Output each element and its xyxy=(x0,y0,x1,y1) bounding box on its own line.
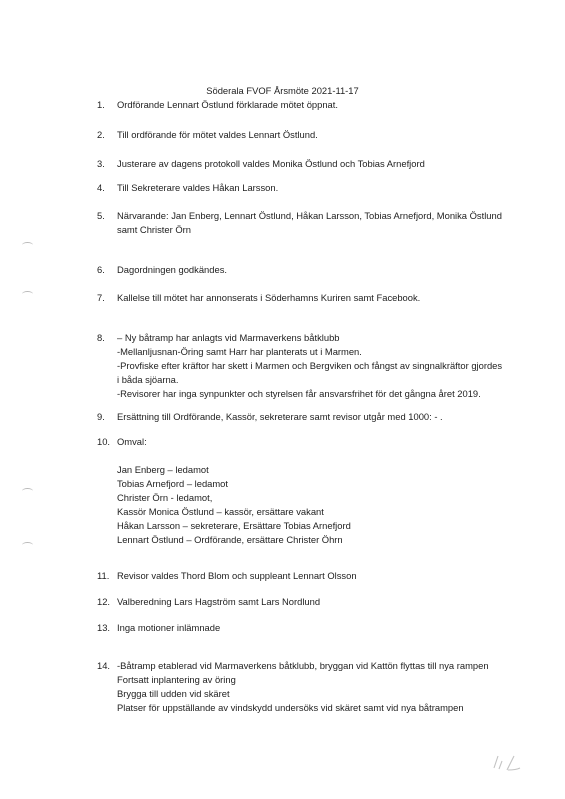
item-text: Ersättning till Ordförande, Kassör, sekreterare samt revisor utgår med 1000: - . xyxy=(117,411,443,422)
item-text: Kallelse till mötet har annonserats i Söderhamns Kuriren samt Facebook. xyxy=(117,292,421,303)
item-text: -Provfiske efter kräftor har skett i Marmen och Bergviken och fångst av singnalkräftor gjordes xyxy=(117,360,503,371)
item-number: 6. xyxy=(97,264,105,275)
item-text: -Mellanljusnan-Öring samt Harr har planterats ut i Marmen. xyxy=(117,346,362,357)
item-text: Dagordningen godkändes. xyxy=(117,264,227,275)
item-text: -Båtramp etablerad vid Marmaverkens båtklubb, bryggan vid Kattön flyttas till nya rampen xyxy=(117,660,489,671)
item-text: Till ordförande för mötet valdes Lennart Östlund. xyxy=(117,129,318,140)
item-number: 12. xyxy=(97,596,111,607)
item-number: 2. xyxy=(97,129,105,140)
item-text: Inga motioner inlämnade xyxy=(117,622,221,633)
punch-hole-mark xyxy=(22,488,33,494)
punch-hole-mark xyxy=(22,242,33,248)
item-text: Christer Örn - ledamot, xyxy=(117,492,213,503)
item-text: Jan Enberg – ledamot xyxy=(117,464,209,475)
item-text: Fortsatt inplantering av öring xyxy=(117,674,236,685)
item-number: 4. xyxy=(97,182,105,193)
item-text: Platser för uppställande av vindskydd undersöks vid skäret samt vid nya båtrampen xyxy=(117,702,464,713)
initials-signature xyxy=(490,752,524,774)
item-number: 10. xyxy=(97,436,111,447)
punch-hole-mark xyxy=(22,291,33,297)
item-text: – Ny båtramp har anlagts vid Marmaverkens båtklubb xyxy=(117,332,340,343)
item-text: Ordförande Lennart Östlund förklarade mötet öppnat. xyxy=(117,99,338,110)
item-text: Kassör Monica Östlund – kassör, ersättare vakant xyxy=(117,506,324,517)
item-text: Håkan Larsson – sekreterare, Ersättare Tobias Arnefjord xyxy=(117,520,351,531)
item-text: Revisor valdes Thord Blom och suppleant Lennart Olsson xyxy=(117,570,357,581)
item-text: Närvarande: Jan Enberg, Lennart Östlund, Håkan Larsson, Tobias Arnefjord, Monika Östlund xyxy=(117,210,502,221)
item-number: 11. xyxy=(97,570,110,581)
item-text: i båda sjöarna. xyxy=(117,374,179,385)
item-text: Valberedning Lars Hagström samt Lars Nordlund xyxy=(117,596,321,607)
item-text: Brygga till udden vid skäret xyxy=(117,688,230,699)
item-text: Till Sekreterare valdes Håkan Larsson. xyxy=(117,182,279,193)
punch-hole-mark xyxy=(22,542,33,548)
item-number: 3. xyxy=(97,158,105,169)
item-text: Tobias Arnefjord – ledamot xyxy=(117,478,229,489)
item-number: 5. xyxy=(97,210,105,221)
item-number: 9. xyxy=(97,411,105,422)
document-title: Söderala FVOF Årsmöte 2021-11-17 xyxy=(206,85,359,96)
item-text: samt Christer Örn xyxy=(117,224,191,235)
item-text: -Revisorer har inga synpunkter och styrelsen får ansvarsfrihet för det gångna året 2019. xyxy=(117,388,481,399)
item-text: Justerare av dagens protokoll valdes Monika Östlund och Tobias Arnefjord xyxy=(117,158,425,169)
item-number: 14. xyxy=(97,660,111,671)
item-text: Lennart Östlund – Ordförande, ersättare Christer Öhrn xyxy=(117,534,343,545)
item-number: 7. xyxy=(97,292,105,303)
item-number: 13. xyxy=(97,622,111,633)
item-number: 8. xyxy=(97,332,105,343)
item-text: Omval: xyxy=(117,436,147,447)
item-number: 1. xyxy=(97,99,105,110)
